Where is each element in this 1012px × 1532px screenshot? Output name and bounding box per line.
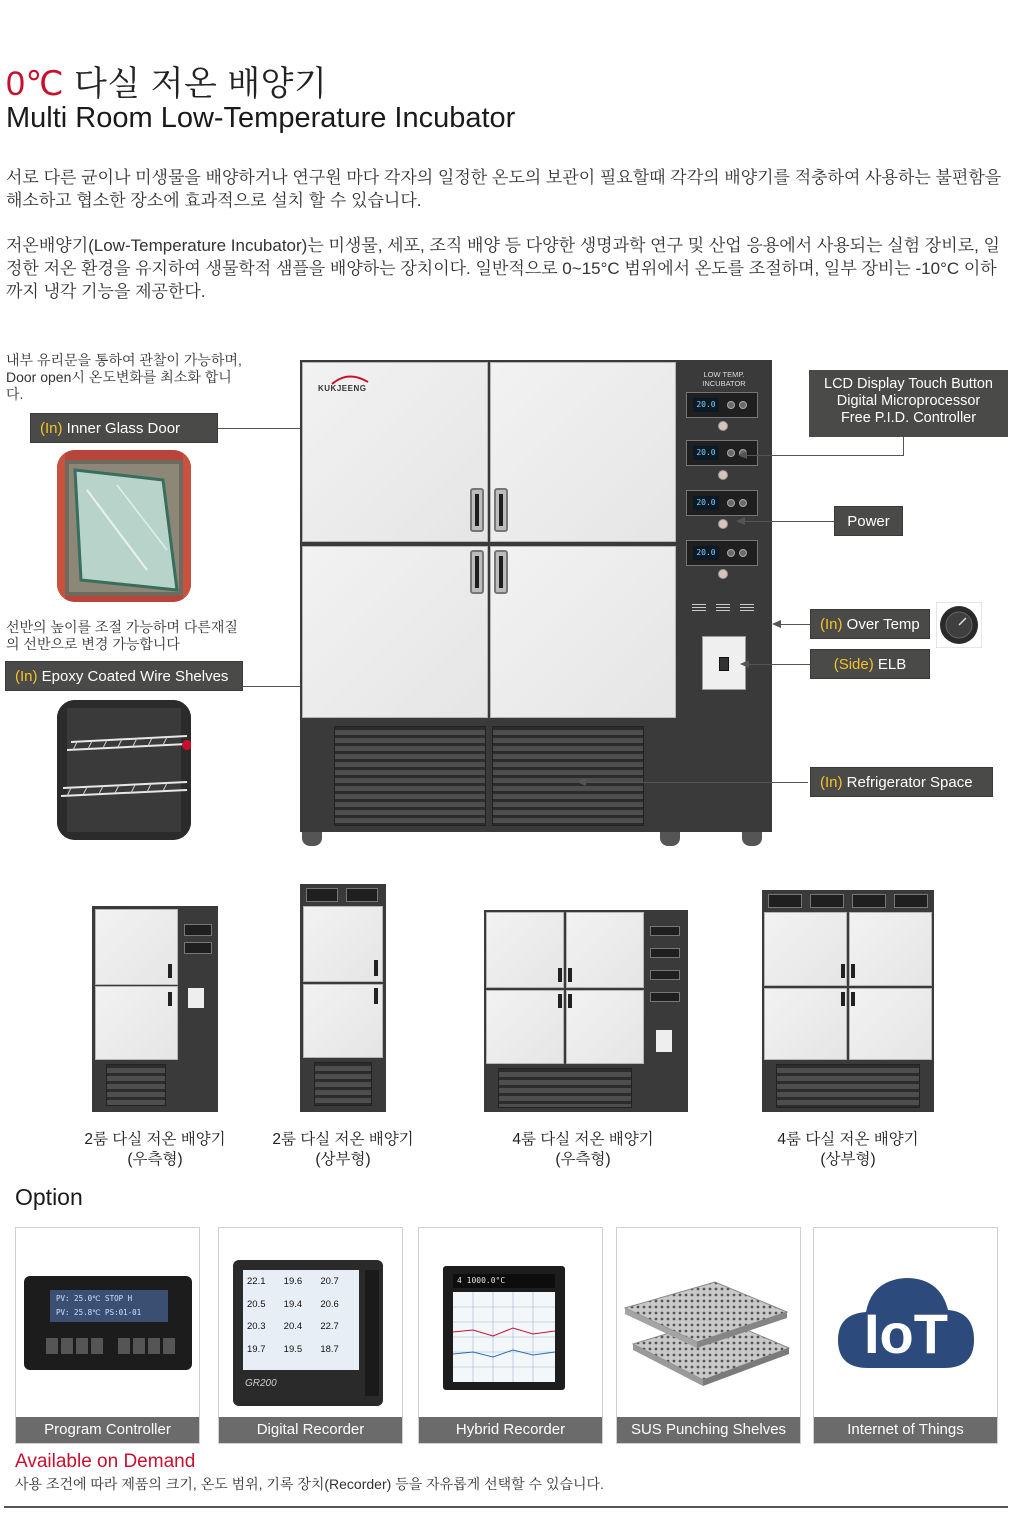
model-handle bbox=[841, 964, 845, 978]
controller-display: 20.0 bbox=[693, 446, 719, 460]
recorder-value: 20.5 bbox=[247, 1298, 266, 1310]
door-top-right[interactable] bbox=[490, 362, 676, 542]
recorder-value: 22.7 bbox=[320, 1321, 339, 1332]
model-door bbox=[849, 912, 932, 986]
model-handle bbox=[568, 968, 572, 982]
title-korean: 다실 저온 배양기 bbox=[74, 65, 328, 103]
model-handle bbox=[568, 994, 572, 1008]
refrigerator-grille-left bbox=[334, 726, 486, 826]
recorder-value: 18.7 bbox=[320, 1343, 339, 1355]
arrow-left-icon bbox=[736, 517, 745, 525]
vent-icon bbox=[716, 604, 730, 613]
recorder-value: 19.7 bbox=[247, 1343, 266, 1355]
caster-wheel-icon bbox=[302, 832, 322, 846]
model-door bbox=[764, 988, 847, 1060]
option-label: SUS Punching Shelves bbox=[617, 1417, 800, 1443]
refrigerator-space-tag bbox=[810, 767, 993, 797]
recorder-value: 20.4 bbox=[283, 1321, 303, 1332]
model-handle bbox=[851, 992, 855, 1006]
model-controller bbox=[768, 894, 802, 908]
model-grille bbox=[498, 1068, 632, 1108]
available-title: Available on Demand bbox=[15, 1451, 196, 1472]
model-type: (상부형) bbox=[820, 1151, 876, 1168]
model-controller bbox=[852, 894, 886, 908]
title-temperature: 0℃ bbox=[6, 65, 65, 103]
model-type: (상부형) bbox=[315, 1151, 371, 1168]
tag-label: Inner Glass Door bbox=[66, 420, 181, 437]
option-program-controller[interactable] bbox=[15, 1227, 200, 1444]
model-door bbox=[486, 990, 564, 1064]
model-door bbox=[303, 906, 383, 982]
punching-shelves-image bbox=[623, 1268, 795, 1398]
over-temp-tag bbox=[810, 609, 930, 639]
controller-lcd bbox=[50, 1290, 168, 1322]
recorder-model: GR200 bbox=[245, 1378, 277, 1389]
wire-shelves-photo bbox=[57, 700, 191, 840]
model-2room-right bbox=[92, 906, 218, 1118]
control-button-icon[interactable] bbox=[727, 401, 735, 409]
tag-line: LCD Display Touch Button bbox=[824, 376, 993, 392]
model-grille bbox=[106, 1064, 166, 1106]
main-incubator bbox=[296, 358, 776, 858]
connector-line bbox=[745, 521, 834, 522]
model-door bbox=[849, 988, 932, 1060]
model-grille bbox=[314, 1062, 372, 1106]
iot-badge: IoT bbox=[864, 1302, 948, 1365]
model-name: 2룸 다실 저온 배양기 bbox=[272, 1131, 414, 1148]
hybrid-readout: 4 1000.0°C bbox=[453, 1274, 555, 1288]
tag-prefix: (Side) bbox=[833, 656, 874, 673]
brand-logo: KUKJEENG bbox=[318, 384, 367, 393]
intro-paragraph-1: 서로 다른 균이나 미생물을 배양하거나 연구원 마다 각자의 일정한 온도의 보관이 필요할때 각각의 배양기를 적충하여 사용하는 불편함을 해소하고 협소한 장소에 효과적으로 설치 할 수 있습니다. bbox=[6, 168, 1002, 210]
control-button-icon[interactable] bbox=[739, 499, 747, 507]
option-digital-recorder[interactable] bbox=[218, 1227, 403, 1444]
chart-paper-icon bbox=[453, 1292, 555, 1382]
tag-label: ELB bbox=[877, 656, 907, 673]
control-button-icon[interactable] bbox=[739, 401, 747, 409]
lcd-line: PV: 25.8℃ PS:01-01 bbox=[56, 1308, 142, 1317]
elb-tag bbox=[810, 649, 930, 679]
model-controller bbox=[894, 894, 928, 908]
model-handle bbox=[558, 968, 562, 982]
model-handle bbox=[168, 992, 172, 1006]
lcd-controller-tag bbox=[809, 370, 1008, 437]
door-bottom-right[interactable] bbox=[490, 546, 676, 718]
controller-display: 20.0 bbox=[693, 398, 719, 412]
recorder-value: 19.4 bbox=[283, 1298, 303, 1310]
wire-shelves-image bbox=[57, 700, 191, 840]
door-handle[interactable] bbox=[470, 488, 484, 532]
model-2room-top bbox=[300, 884, 386, 1118]
connector-line bbox=[749, 664, 810, 665]
model-type: (우측형) bbox=[127, 1151, 183, 1168]
model-controller bbox=[346, 888, 378, 902]
model-handle bbox=[374, 960, 378, 976]
power-switch-icon[interactable] bbox=[718, 421, 728, 431]
program-controller-image bbox=[24, 1276, 192, 1370]
arrow-left-icon bbox=[577, 778, 586, 786]
tag-prefix: (In) bbox=[40, 420, 63, 437]
model-name: 4룸 다실 저온 배양기 bbox=[777, 1131, 919, 1148]
wire-shelves-tag bbox=[5, 661, 243, 691]
model-type: (우측형) bbox=[555, 1151, 611, 1168]
model-controller bbox=[184, 942, 212, 954]
controller-keys-icon bbox=[46, 1338, 104, 1354]
door-bottom-left[interactable] bbox=[302, 546, 488, 718]
connector-line bbox=[586, 782, 808, 783]
controller-display: 20.0 bbox=[693, 496, 719, 510]
model-handle bbox=[168, 964, 172, 978]
recorder-value: 19.6 bbox=[283, 1276, 303, 1287]
connector-line bbox=[746, 455, 904, 456]
model-name: 2룸 다실 저온 배양기 bbox=[84, 1131, 226, 1148]
recorder-screen bbox=[243, 1270, 359, 1370]
panel-title-line: INCUBATOR bbox=[702, 379, 746, 388]
tag-label: Refrigerator Space bbox=[846, 774, 973, 791]
door-handle[interactable] bbox=[470, 550, 484, 594]
arrow-left-icon bbox=[772, 620, 781, 628]
model-controller bbox=[650, 992, 680, 1002]
recorder-value: 19.5 bbox=[283, 1343, 303, 1355]
controller-keys-icon bbox=[118, 1338, 176, 1354]
inner-glass-door-photo bbox=[57, 450, 191, 602]
model-handle bbox=[558, 994, 562, 1008]
model-controller bbox=[306, 888, 338, 902]
tag-line: Free P.I.D. Controller bbox=[840, 410, 977, 426]
hybrid-recorder-image bbox=[443, 1266, 565, 1390]
recorder-side bbox=[365, 1270, 379, 1396]
page-title-ko bbox=[6, 56, 327, 105]
controller-display: 20.0 bbox=[693, 546, 719, 560]
breaker-switch-icon[interactable] bbox=[719, 657, 729, 671]
arrow-left-icon bbox=[738, 451, 747, 459]
model-elb bbox=[656, 1030, 672, 1052]
model-elb bbox=[188, 988, 204, 1008]
caster-wheel-icon bbox=[660, 832, 680, 846]
glass-door-image bbox=[57, 450, 191, 602]
control-button-icon[interactable] bbox=[727, 499, 735, 507]
model-4room-top bbox=[762, 890, 934, 1118]
arrow-left-icon bbox=[740, 660, 749, 668]
model-name: 4룸 다실 저온 배양기 bbox=[512, 1131, 654, 1148]
power-switch-icon[interactable] bbox=[718, 569, 728, 579]
model-caption-1 bbox=[60, 1130, 250, 1170]
model-controller bbox=[650, 926, 680, 936]
bottom-divider bbox=[4, 1506, 1008, 1508]
control-button-icon[interactable] bbox=[727, 549, 735, 557]
refrigerator-grille-right bbox=[492, 726, 644, 826]
power-tag: Power bbox=[834, 506, 903, 536]
shelf-note: 선반의 높이를 조절 가능하며 다른재질의 선반으로 변경 가능합니다 bbox=[6, 619, 238, 652]
connector-line bbox=[903, 437, 904, 456]
model-door bbox=[303, 984, 383, 1058]
recorder-value: 22.1 bbox=[247, 1276, 266, 1287]
tag-line: Digital Microprocessor bbox=[836, 393, 981, 409]
tag-prefix: (In) bbox=[820, 616, 843, 633]
recorder-value: 20.3 bbox=[247, 1321, 266, 1332]
model-door bbox=[486, 912, 564, 988]
model-caption-3 bbox=[488, 1130, 678, 1170]
model-controller bbox=[650, 948, 680, 958]
tag-label: Over Temp bbox=[846, 616, 920, 633]
model-handle bbox=[851, 964, 855, 978]
inner-glass-door-tag bbox=[30, 413, 218, 443]
digital-recorder-image bbox=[233, 1260, 383, 1406]
model-grille bbox=[776, 1064, 920, 1108]
tag-prefix: (In) bbox=[820, 774, 843, 791]
option-label: Program Controller bbox=[16, 1417, 199, 1443]
tag-prefix: (In) bbox=[15, 668, 38, 685]
model-caption-4 bbox=[753, 1130, 943, 1170]
temp-controller[interactable] bbox=[686, 440, 758, 466]
power-switch-icon[interactable] bbox=[718, 470, 728, 480]
model-controller bbox=[184, 924, 212, 936]
intro-paragraph-2: 저온배양기(Low-Temperature Incubator)는 미생물, 세포, 조직 배양 등 다양한 생명과학 연구 및 산업 응용에서 사용되는 실험 장비로, 일정한 저온 환경을 유지하여 생물학적 샘플을 배양하는 장치이다. 일반적으로 0~15°C 범위에서 온도를 조절하며, 일부 장비는 -10°C 이하까지 냉각 기능을 제공한다. bbox=[6, 236, 1000, 301]
option-iot[interactable] bbox=[813, 1227, 998, 1444]
power-switch-icon[interactable] bbox=[718, 519, 728, 529]
over-temp-dial-icon bbox=[936, 602, 982, 648]
option-label: Digital Recorder bbox=[219, 1417, 402, 1443]
model-door bbox=[566, 912, 644, 988]
control-button-icon[interactable] bbox=[727, 449, 735, 457]
model-4room-right bbox=[484, 910, 688, 1118]
page-title-en: Multi Room Low-Temperature Incubator bbox=[6, 102, 516, 134]
model-controller bbox=[650, 970, 680, 980]
door-handle[interactable] bbox=[494, 488, 508, 532]
vent-icon bbox=[740, 604, 754, 613]
panel-title bbox=[676, 370, 772, 388]
option-hybrid-recorder[interactable] bbox=[418, 1227, 603, 1444]
brand-swoosh-icon bbox=[330, 374, 370, 386]
model-door bbox=[95, 909, 178, 985]
temp-controller[interactable] bbox=[686, 490, 758, 516]
model-controller bbox=[810, 894, 844, 908]
option-label: Internet of Things bbox=[814, 1417, 997, 1443]
lcd-line: PV: 25.0℃ STOP H bbox=[56, 1294, 133, 1303]
model-door bbox=[95, 986, 178, 1060]
tag-label: Epoxy Coated Wire Shelves bbox=[41, 668, 229, 685]
panel-title-line: LOW TEMP. bbox=[703, 370, 745, 379]
glass-door-note: 내부 유리문을 통하여 관찰이 가능하며, Door open시 온도변화를 최소화 합니다. bbox=[6, 352, 242, 402]
option-label: Hybrid Recorder bbox=[419, 1417, 602, 1443]
model-caption-2 bbox=[248, 1130, 438, 1170]
door-handle[interactable] bbox=[494, 550, 508, 594]
connector-line bbox=[781, 624, 810, 625]
model-handle bbox=[374, 988, 378, 1004]
vent-icon bbox=[692, 604, 706, 613]
model-door bbox=[566, 990, 644, 1064]
temp-controller[interactable] bbox=[686, 392, 758, 418]
recorder-value: 20.7 bbox=[320, 1276, 339, 1287]
control-button-icon[interactable] bbox=[739, 549, 747, 557]
model-door bbox=[764, 912, 847, 986]
option-heading: Option bbox=[15, 1184, 83, 1210]
recorder-value: 20.6 bbox=[320, 1298, 339, 1310]
caster-wheel-icon bbox=[742, 832, 762, 846]
available-description: 사용 조건에 따라 제품의 크기, 온도 범위, 기록 장치(Recorder) 등을 자유롭게 선택할 수 있습니다. bbox=[15, 1476, 604, 1492]
model-handle bbox=[841, 992, 845, 1006]
temp-controller[interactable] bbox=[686, 540, 758, 566]
option-punching-shelves[interactable] bbox=[616, 1227, 801, 1444]
